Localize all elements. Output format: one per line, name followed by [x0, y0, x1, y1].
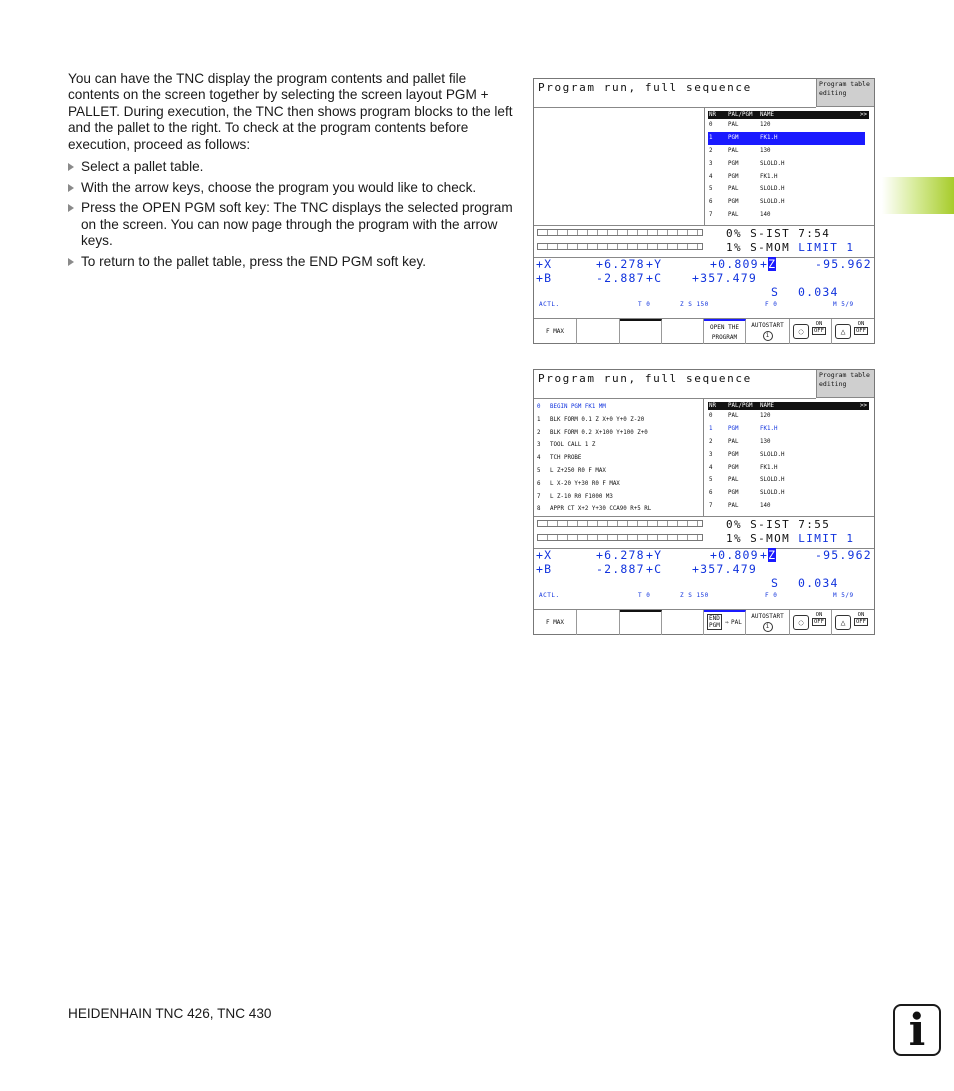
- spindle-icon: ◌: [793, 615, 809, 630]
- pallet-row[interactable]: 5 PAL SLOLD.H: [709, 186, 785, 193]
- step-item: With the arrow keys, choose the program you would like to check.: [68, 180, 513, 196]
- pallet-row[interactable]: 4 PGM FK1.H: [709, 464, 778, 471]
- pallet-row[interactable]: 0 PAL 120: [709, 122, 771, 128]
- softkey-row: [534, 609, 874, 635]
- pallet-row[interactable]: 2 PAL 130: [709, 438, 771, 445]
- autostart-softkey[interactable]: AUTOSTART i: [746, 319, 790, 344]
- end-pgm-softkey[interactable]: END PGM ⇒ PAL: [704, 610, 746, 635]
- pallet-row[interactable]: 4 PGM FK1.H: [709, 173, 778, 180]
- pallet-table[interactable]: [705, 107, 874, 225]
- program-line[interactable]: 4 TCH PROBE: [537, 455, 582, 462]
- pallet-row[interactable]: 0 PAL 120: [709, 413, 771, 419]
- program-line[interactable]: 1 BLK FORM 0.1 Z X+0 Y+0 Z-20: [537, 416, 645, 423]
- pallet-row-active[interactable]: 1 PGM FK1.H: [709, 425, 778, 432]
- chapter-tab: [882, 177, 954, 214]
- pallet-row-selected[interactable]: 1 PGM FK1.H: [708, 132, 865, 145]
- fmax-softkey[interactable]: F MAX: [534, 610, 577, 635]
- step-item: Select a pallet table.: [68, 159, 513, 175]
- program-line[interactable]: 6 L X-20 Y+30 R0 F MAX: [537, 480, 620, 487]
- spindle-onoff-softkey[interactable]: ◌ ON OFF: [790, 319, 832, 344]
- program-line[interactable]: 8 APPR CT X+2 Y+30 CCA90 R+5 RL: [537, 506, 652, 513]
- program-line[interactable]: 3 TOOL CALL 1 Z: [537, 442, 596, 449]
- pallet-row[interactable]: 3 PGM SLOLD.H: [709, 451, 785, 458]
- program-window[interactable]: [534, 398, 704, 516]
- empty-softkey[interactable]: [620, 319, 662, 344]
- empty-softkey[interactable]: [662, 610, 704, 635]
- secondary-mode: Program table editing: [816, 370, 874, 398]
- pallet-header: NR PAL/PGM NAME >>: [709, 403, 867, 409]
- pallet-header: NR PAL/PGM NAME >>: [709, 112, 867, 118]
- arrow-icon: [68, 204, 74, 212]
- coolant-onoff-softkey[interactable]: △ ON OFF: [832, 319, 874, 344]
- tnc-screen-program: [533, 369, 875, 635]
- info-icon: i: [893, 1004, 941, 1056]
- coolant-icon: △: [835, 324, 851, 339]
- arrow-icon: [68, 258, 74, 266]
- program-line[interactable]: 0 BEGIN PGM FK1 MM: [537, 404, 606, 410]
- arrow-icon: [68, 184, 74, 192]
- position-display: +X +6.278 +Y +0.809 +Z -95.962 +B -2.887 +C +357.479 S 0.034 ACTL. T 0 Z S 150 F 0 M 5/9: [536, 548, 872, 599]
- step-item: Press the OPEN PGM soft key: The TNC displays the selected program on the screen. You can now page through the program with the arrow keys.: [68, 200, 513, 249]
- empty-softkey[interactable]: [620, 610, 662, 635]
- empty-softkey[interactable]: [577, 319, 620, 344]
- tnc-screen-pallet: [533, 78, 875, 344]
- spindle-onoff-softkey[interactable]: ◌ ON OFF: [790, 610, 832, 635]
- softkey-row: [534, 318, 874, 344]
- mode-header: Program run, full sequence: [534, 370, 816, 399]
- mode-header: Program run, full sequence: [534, 79, 816, 108]
- coolant-icon: △: [835, 615, 851, 630]
- program-line[interactable]: 7 L Z-10 R0 F1000 M3: [537, 493, 613, 500]
- secondary-mode: Program table editing: [816, 79, 874, 107]
- arrow-icon: [68, 163, 74, 171]
- pallet-row[interactable]: 6 PGM SLOLD.H: [709, 490, 785, 497]
- progress-bar: [537, 534, 703, 541]
- empty-softkey[interactable]: [577, 610, 620, 635]
- step-item: To return to the pallet table, press the END PGM soft key.: [68, 254, 513, 270]
- pallet-row[interactable]: 6 PGM SLOLD.H: [709, 199, 785, 206]
- status-display: 0% S-IST 7:55 1% S-MOM LIMIT 1: [534, 516, 874, 549]
- empty-softkey[interactable]: [662, 319, 704, 344]
- program-line[interactable]: 5 L Z+250 R0 F MAX: [537, 467, 606, 474]
- fmax-softkey[interactable]: F MAX: [534, 319, 577, 344]
- step-list: [68, 159, 513, 270]
- clock-icon: i: [763, 331, 773, 341]
- program-line[interactable]: 2 BLK FORM 0.2 X+100 Y+100 Z+0: [537, 429, 648, 436]
- position-display: +X +6.278 +Y +0.809 +Z -95.962 +B -2.887 +C +357.479 S 0.034 ACTL. T 0 Z S 150 F 0 M 5/9: [536, 257, 872, 308]
- intro-text: [68, 71, 513, 274]
- progress-bar: [537, 520, 703, 527]
- coolant-onoff-softkey[interactable]: △ ON OFF: [832, 610, 874, 635]
- page-footer: HEIDENHAIN TNC 426, TNC 430: [68, 1006, 272, 1021]
- progress-bar: [537, 243, 703, 250]
- spindle-icon: ◌: [793, 324, 809, 339]
- pallet-row[interactable]: 7 PAL 140: [709, 212, 771, 219]
- pallet-table[interactable]: [705, 398, 874, 516]
- pallet-row[interactable]: 5 PAL SLOLD.H: [709, 477, 785, 484]
- program-window: [534, 107, 705, 225]
- arrow-right-icon: ⇒: [725, 619, 729, 626]
- progress-bar: [537, 229, 703, 236]
- status-display: 0% S-IST 7:54 1% S-MOM LIMIT 1: [534, 225, 874, 258]
- clock-icon: i: [763, 622, 773, 632]
- pallet-row[interactable]: 7 PAL 140: [709, 503, 771, 510]
- pallet-row[interactable]: 2 PAL 130: [709, 147, 771, 154]
- intro-paragraph: You can have the TNC display the program contents and pallet file contents on the screen together by selecting the screen layout PGM + PALLET. During execution, the TNC then shows program blocks to the left and the pallet to the right. To check at the program contents before execution, proceed as follows:: [68, 71, 513, 152]
- autostart-softkey[interactable]: AUTOSTART i: [746, 610, 790, 635]
- open-program-softkey[interactable]: OPEN THE PROGRAM: [704, 319, 746, 344]
- pallet-row[interactable]: 3 PGM SLOLD.H: [709, 160, 785, 167]
